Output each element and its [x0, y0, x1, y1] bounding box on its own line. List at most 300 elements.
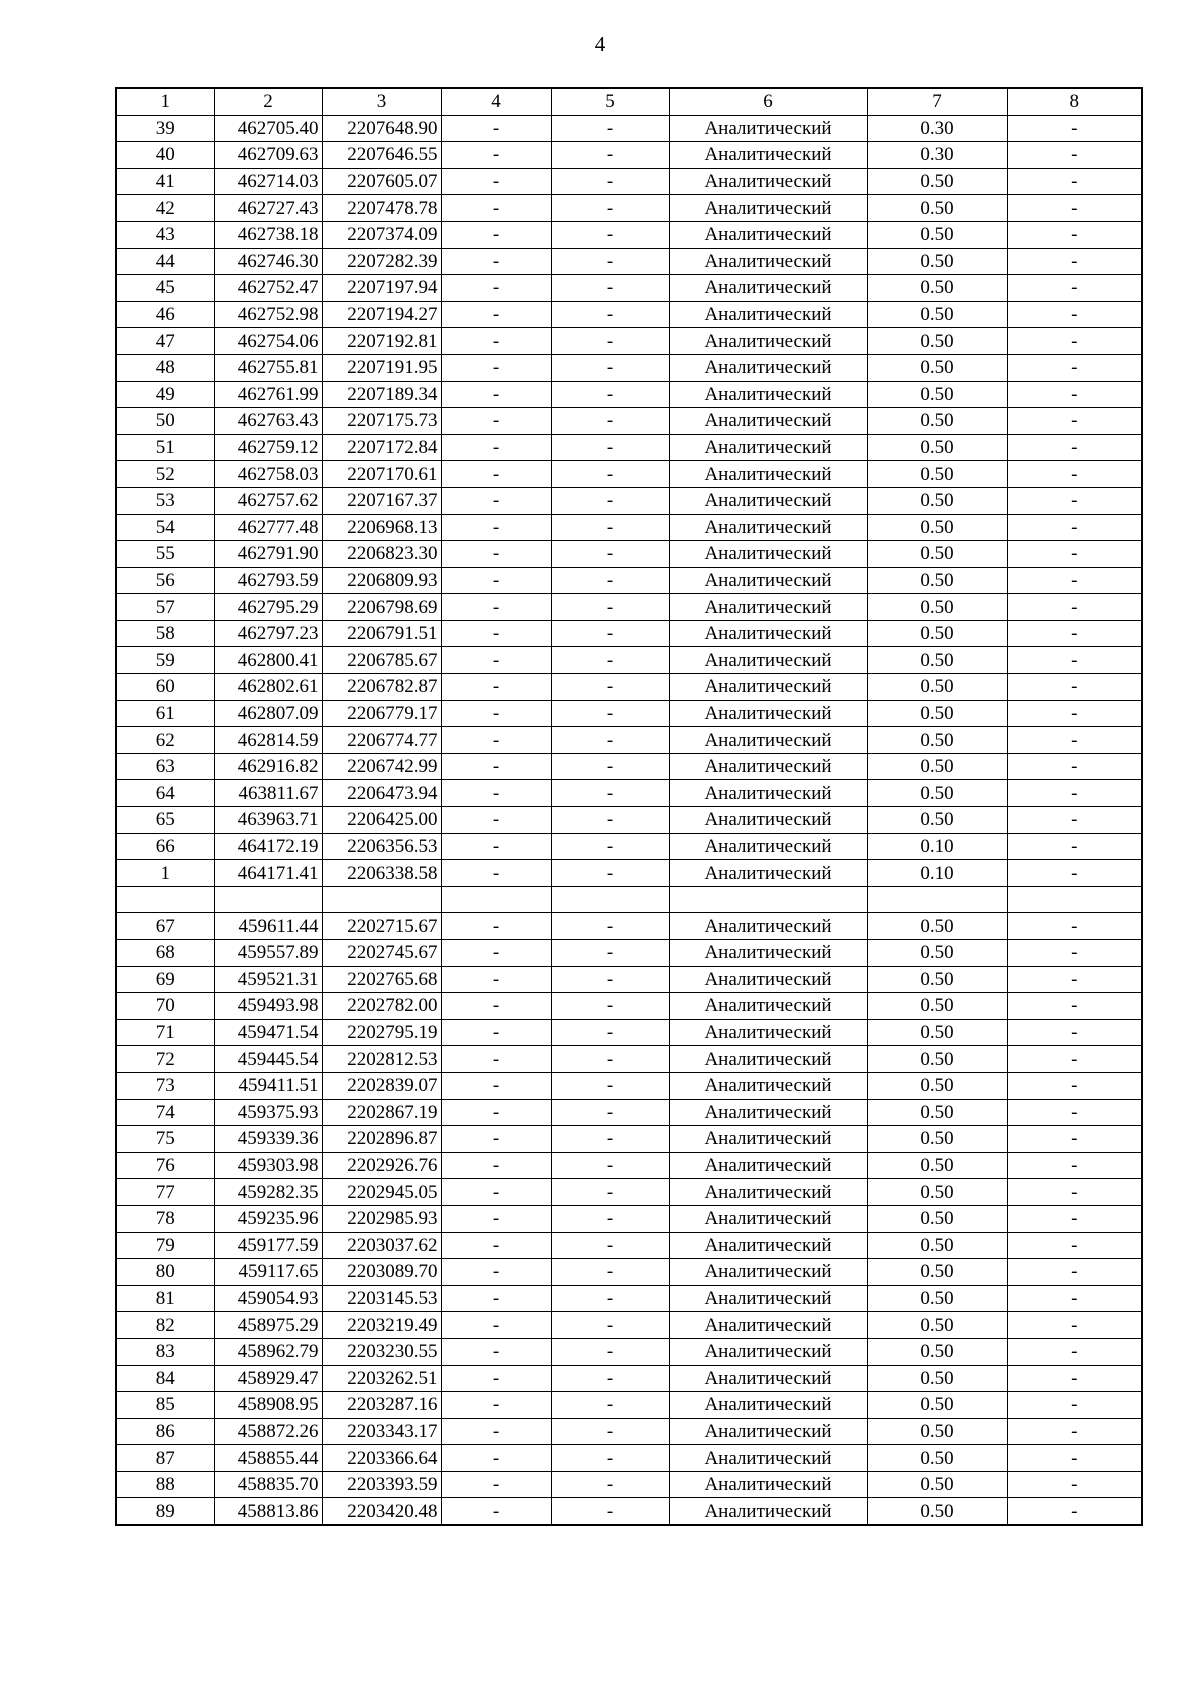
column-header: 6	[669, 88, 867, 115]
table-cell: 2203420.48	[322, 1498, 441, 1525]
table-cell: 0.50	[867, 1179, 1007, 1206]
table-cell: 0.50	[867, 807, 1007, 834]
table-cell: Аналитический	[669, 221, 867, 248]
table-cell: -	[1007, 1285, 1142, 1312]
table-cell: -	[1007, 1099, 1142, 1126]
table-row	[116, 1445, 1142, 1472]
table-cell: -	[1007, 1126, 1142, 1153]
table-cell: -	[551, 434, 669, 461]
table-cell: Аналитический	[669, 1445, 867, 1472]
table-row	[116, 1205, 1142, 1232]
table-cell: 2202715.67	[322, 913, 441, 940]
table-cell: -	[551, 248, 669, 275]
table-cell: 462754.06	[214, 328, 322, 355]
table-row	[116, 727, 1142, 754]
table-cell: Аналитический	[669, 514, 867, 541]
table-cell: 0.50	[867, 434, 1007, 461]
table-cell: -	[1007, 594, 1142, 621]
table-cell: 51	[116, 434, 214, 461]
table-cell: 0.50	[867, 966, 1007, 993]
table-cell: 458813.86	[214, 1498, 322, 1525]
table-cell	[867, 886, 1007, 913]
table-cell: 2202812.53	[322, 1046, 441, 1073]
table-cell: -	[441, 1338, 551, 1365]
table-cell: 459282.35	[214, 1179, 322, 1206]
table-cell: 0.10	[867, 833, 1007, 860]
table-cell: 2203037.62	[322, 1232, 441, 1259]
table-cell: 0.50	[867, 301, 1007, 328]
table-cell: Аналитический	[669, 408, 867, 435]
table-cell: -	[551, 1099, 669, 1126]
table-cell: -	[1007, 807, 1142, 834]
table-cell: -	[441, 354, 551, 381]
table-cell: 0.50	[867, 700, 1007, 727]
table-cell: 84	[116, 1365, 214, 1392]
table-cell: 0.50	[867, 620, 1007, 647]
table-cell: 459521.31	[214, 966, 322, 993]
table-cell	[116, 886, 214, 913]
table-cell: -	[1007, 860, 1142, 887]
table-cell: 54	[116, 514, 214, 541]
table-cell: 0.50	[867, 1392, 1007, 1419]
table-cell: 65	[116, 807, 214, 834]
table-cell: 0.50	[867, 913, 1007, 940]
table-cell	[214, 886, 322, 913]
table-header-row	[116, 88, 1142, 115]
table-cell: -	[551, 514, 669, 541]
table-cell: -	[441, 647, 551, 674]
table-cell: -	[441, 221, 551, 248]
table-cell: Аналитический	[669, 993, 867, 1020]
table-cell: -	[441, 408, 551, 435]
table-cell: Аналитический	[669, 248, 867, 275]
table-cell: -	[441, 780, 551, 807]
table-row	[116, 1019, 1142, 1046]
table-cell: 459117.65	[214, 1259, 322, 1286]
table-cell: -	[551, 1152, 669, 1179]
table-cell: -	[441, 381, 551, 408]
table-cell: -	[441, 1126, 551, 1153]
table-cell: -	[1007, 1072, 1142, 1099]
table-cell: 0.50	[867, 780, 1007, 807]
table-cell: 0.50	[867, 1072, 1007, 1099]
table-cell: -	[1007, 700, 1142, 727]
table-row	[116, 195, 1142, 222]
table-cell: -	[551, 727, 669, 754]
table-cell: -	[1007, 514, 1142, 541]
table-cell: -	[1007, 1498, 1142, 1525]
table-cell: 73	[116, 1072, 214, 1099]
table-row	[116, 1232, 1142, 1259]
table-cell: 2207191.95	[322, 354, 441, 381]
table-cell: -	[551, 381, 669, 408]
table-cell: 70	[116, 993, 214, 1020]
table-cell: 2206785.67	[322, 647, 441, 674]
table-cell: -	[551, 1471, 669, 1498]
table-cell: -	[551, 1418, 669, 1445]
table-cell: 2206473.94	[322, 780, 441, 807]
table-cell: -	[1007, 115, 1142, 142]
table-cell: Аналитический	[669, 807, 867, 834]
table-cell: -	[1007, 1259, 1142, 1286]
table-cell: 62	[116, 727, 214, 754]
table-cell: 2207167.37	[322, 487, 441, 514]
table-cell: 71	[116, 1019, 214, 1046]
table-cell: 2206425.00	[322, 807, 441, 834]
table-cell: -	[441, 1259, 551, 1286]
table-cell: 39	[116, 115, 214, 142]
table-row	[116, 620, 1142, 647]
table-cell: -	[441, 860, 551, 887]
table-cell: 462755.81	[214, 354, 322, 381]
table-cell: 0.50	[867, 940, 1007, 967]
table-cell: Аналитический	[669, 461, 867, 488]
table-cell: -	[1007, 301, 1142, 328]
table-row	[116, 567, 1142, 594]
table-cell: 2207605.07	[322, 168, 441, 195]
table-cell: -	[551, 1365, 669, 1392]
table-row	[116, 434, 1142, 461]
table-cell: 0.50	[867, 674, 1007, 701]
table-cell: -	[551, 1019, 669, 1046]
table-cell: -	[1007, 541, 1142, 568]
table-cell: 2206774.77	[322, 727, 441, 754]
column-header: 8	[1007, 88, 1142, 115]
table-row	[116, 1312, 1142, 1339]
table-cell: 69	[116, 966, 214, 993]
table-cell: 2202926.76	[322, 1152, 441, 1179]
table-row	[116, 275, 1142, 302]
table-cell: 462759.12	[214, 434, 322, 461]
table-cell: 0.50	[867, 168, 1007, 195]
table-cell: 0.50	[867, 1019, 1007, 1046]
table-cell: Аналитический	[669, 1179, 867, 1206]
table-cell: 464171.41	[214, 860, 322, 887]
table-cell: 459493.98	[214, 993, 322, 1020]
table-cell: -	[551, 221, 669, 248]
table-cell: 462738.18	[214, 221, 322, 248]
table-cell: -	[441, 674, 551, 701]
table-cell: 458929.47	[214, 1365, 322, 1392]
table-row	[116, 168, 1142, 195]
table-cell: Аналитический	[669, 1099, 867, 1126]
table-cell: 462714.03	[214, 168, 322, 195]
column-header: 1	[116, 88, 214, 115]
table-cell: 0.50	[867, 1152, 1007, 1179]
table-cell: 0.50	[867, 487, 1007, 514]
table-cell: 463811.67	[214, 780, 322, 807]
table-cell: -	[1007, 1365, 1142, 1392]
table-cell: -	[1007, 1019, 1142, 1046]
table-row	[116, 408, 1142, 435]
table-cell: 2207282.39	[322, 248, 441, 275]
table-cell: Аналитический	[669, 727, 867, 754]
table-cell: -	[441, 940, 551, 967]
table-cell: -	[551, 461, 669, 488]
table-cell: 2207646.55	[322, 142, 441, 169]
table-cell: 2202867.19	[322, 1099, 441, 1126]
table-cell: 43	[116, 221, 214, 248]
table-row	[116, 966, 1142, 993]
table-cell: Аналитический	[669, 1072, 867, 1099]
table-row	[116, 860, 1142, 887]
table-cell: -	[441, 1072, 551, 1099]
table-cell: 459611.44	[214, 913, 322, 940]
table-cell: -	[1007, 434, 1142, 461]
table-cell: -	[441, 833, 551, 860]
table-cell: -	[1007, 753, 1142, 780]
table-cell: 458975.29	[214, 1312, 322, 1339]
table-cell: -	[551, 1285, 669, 1312]
table-cell: -	[551, 408, 669, 435]
table-cell: 462705.40	[214, 115, 322, 142]
table-cell: 49	[116, 381, 214, 408]
table-cell: 2206968.13	[322, 514, 441, 541]
table-cell: Аналитический	[669, 940, 867, 967]
table-cell: 2207197.94	[322, 275, 441, 302]
table-cell: 72	[116, 1046, 214, 1073]
table-cell: Аналитический	[669, 195, 867, 222]
table-cell: -	[551, 354, 669, 381]
table-cell: Аналитический	[669, 647, 867, 674]
table-cell: Аналитический	[669, 1498, 867, 1525]
table-row	[116, 913, 1142, 940]
table-cell: Аналитический	[669, 780, 867, 807]
table-cell: -	[441, 1205, 551, 1232]
table-cell: 68	[116, 940, 214, 967]
table-cell: 2203366.64	[322, 1445, 441, 1472]
table-cell: -	[441, 1312, 551, 1339]
table-cell: -	[551, 301, 669, 328]
table-cell: -	[441, 807, 551, 834]
coordinates-table	[115, 87, 1143, 1526]
table-cell: 0.50	[867, 753, 1007, 780]
table-cell: -	[551, 620, 669, 647]
table-cell: 2206782.87	[322, 674, 441, 701]
table-cell: Аналитический	[669, 1338, 867, 1365]
table-cell: Аналитический	[669, 833, 867, 860]
table-cell: Аналитический	[669, 1046, 867, 1073]
table-cell: 0.50	[867, 1205, 1007, 1232]
table-cell: 459411.51	[214, 1072, 322, 1099]
table-cell: -	[441, 727, 551, 754]
table-cell: -	[551, 674, 669, 701]
table-cell: Аналитический	[669, 115, 867, 142]
table-cell: -	[441, 620, 551, 647]
table-cell: 2202945.05	[322, 1179, 441, 1206]
table-cell: -	[441, 567, 551, 594]
table-cell: 462709.63	[214, 142, 322, 169]
table-cell: -	[441, 461, 551, 488]
table-cell: Аналитический	[669, 674, 867, 701]
table-cell: 462761.99	[214, 381, 322, 408]
table-cell: 0.50	[867, 328, 1007, 355]
table-cell: Аналитический	[669, 1019, 867, 1046]
table-cell: 459339.36	[214, 1126, 322, 1153]
table-cell: -	[1007, 567, 1142, 594]
table-cell: 459303.98	[214, 1152, 322, 1179]
table-cell: -	[1007, 674, 1142, 701]
table-cell: 2203343.17	[322, 1418, 441, 1445]
table-cell: -	[1007, 275, 1142, 302]
table-cell: 0.50	[867, 541, 1007, 568]
table-cell	[322, 886, 441, 913]
table-cell: 48	[116, 354, 214, 381]
table-cell: Аналитический	[669, 168, 867, 195]
table-row	[116, 700, 1142, 727]
table-cell: -	[1007, 1232, 1142, 1259]
table-cell: -	[441, 700, 551, 727]
table-cell: 2206742.99	[322, 753, 441, 780]
table-cell: 0.50	[867, 1445, 1007, 1472]
table-cell: 0.50	[867, 1498, 1007, 1525]
table-cell: 464172.19	[214, 833, 322, 860]
table-row	[116, 381, 1142, 408]
table-cell: Аналитический	[669, 913, 867, 940]
table-cell: 88	[116, 1471, 214, 1498]
table-cell: 463963.71	[214, 807, 322, 834]
table-cell: -	[551, 1392, 669, 1419]
table-row	[116, 541, 1142, 568]
table-cell: 458872.26	[214, 1418, 322, 1445]
table-cell: -	[1007, 1471, 1142, 1498]
table-cell: Аналитический	[669, 541, 867, 568]
table-row	[116, 1285, 1142, 1312]
table-row	[116, 1179, 1142, 1206]
table-cell: -	[551, 1072, 669, 1099]
table-cell: 459471.54	[214, 1019, 322, 1046]
table-row	[116, 1072, 1142, 1099]
table-cell: -	[551, 1338, 669, 1365]
table-cell: Аналитический	[669, 1152, 867, 1179]
table-cell: -	[1007, 354, 1142, 381]
table-cell: 83	[116, 1338, 214, 1365]
table-cell: 86	[116, 1418, 214, 1445]
table-cell: -	[1007, 1046, 1142, 1073]
table-cell: -	[441, 514, 551, 541]
table-cell: -	[1007, 1418, 1142, 1445]
table-cell: -	[441, 301, 551, 328]
table-cell: -	[551, 195, 669, 222]
table-cell: 78	[116, 1205, 214, 1232]
table-cell: 2203287.16	[322, 1392, 441, 1419]
table-cell: -	[441, 1392, 551, 1419]
table-cell: -	[441, 168, 551, 195]
table-cell: -	[551, 487, 669, 514]
table-cell: Аналитический	[669, 966, 867, 993]
page-number: 4	[594, 32, 606, 56]
table-row	[116, 1338, 1142, 1365]
table-cell: Аналитический	[669, 860, 867, 887]
table-cell: 50	[116, 408, 214, 435]
table-cell: 0.50	[867, 275, 1007, 302]
table-cell: 2207170.61	[322, 461, 441, 488]
table-cell: -	[551, 1445, 669, 1472]
table-cell: 0.50	[867, 461, 1007, 488]
table-cell: Аналитический	[669, 1365, 867, 1392]
table-cell: -	[1007, 727, 1142, 754]
table-cell: 459177.59	[214, 1232, 322, 1259]
table-cell: 0.50	[867, 993, 1007, 1020]
table-cell: -	[441, 115, 551, 142]
table-row	[116, 993, 1142, 1020]
table-row	[116, 780, 1142, 807]
table-cell: 0.50	[867, 594, 1007, 621]
table-cell: 458908.95	[214, 1392, 322, 1419]
table-cell: 462793.59	[214, 567, 322, 594]
table-cell: Аналитический	[669, 487, 867, 514]
table-body	[116, 88, 1142, 1525]
table-cell: -	[441, 275, 551, 302]
table-cell: -	[1007, 993, 1142, 1020]
table-cell: 55	[116, 541, 214, 568]
table-cell: -	[441, 195, 551, 222]
table-cell: Аналитический	[669, 1471, 867, 1498]
table-cell: 459375.93	[214, 1099, 322, 1126]
table-cell: 67	[116, 913, 214, 940]
table-cell: -	[551, 1259, 669, 1286]
table-cell: -	[441, 1046, 551, 1073]
table-row	[116, 940, 1142, 967]
table-cell: 462757.62	[214, 487, 322, 514]
table-cell: -	[1007, 248, 1142, 275]
table-cell: 459054.93	[214, 1285, 322, 1312]
table-cell: 2207374.09	[322, 221, 441, 248]
table-cell: -	[551, 168, 669, 195]
table-cell: 2202839.07	[322, 1072, 441, 1099]
table-cell: Аналитический	[669, 1392, 867, 1419]
table-cell: 0.50	[867, 1232, 1007, 1259]
table-cell: -	[441, 248, 551, 275]
table-cell: -	[441, 487, 551, 514]
table-row	[116, 886, 1142, 913]
table-cell: Аналитический	[669, 620, 867, 647]
table-cell: 462752.47	[214, 275, 322, 302]
table-row	[116, 833, 1142, 860]
table-cell: -	[551, 913, 669, 940]
table-cell: 462802.61	[214, 674, 322, 701]
table-cell: -	[1007, 1312, 1142, 1339]
table-cell: -	[551, 966, 669, 993]
table-row	[116, 461, 1142, 488]
table-cell: 2206791.51	[322, 620, 441, 647]
table-cell: 2206809.93	[322, 567, 441, 594]
table-cell: 45	[116, 275, 214, 302]
table-cell: 459235.96	[214, 1205, 322, 1232]
table-cell: Аналитический	[669, 1232, 867, 1259]
table-cell: -	[1007, 833, 1142, 860]
table-cell: 0.50	[867, 195, 1007, 222]
table-cell: 59	[116, 647, 214, 674]
table-cell: 462777.48	[214, 514, 322, 541]
table-cell: 2203262.51	[322, 1365, 441, 1392]
table-cell: -	[551, 567, 669, 594]
table-cell: 77	[116, 1179, 214, 1206]
table-cell: -	[551, 594, 669, 621]
table-cell: 1	[116, 860, 214, 887]
table-cell: 0.30	[867, 115, 1007, 142]
table-cell: 76	[116, 1152, 214, 1179]
table-cell: Аналитический	[669, 1126, 867, 1153]
table-cell: 2207478.78	[322, 195, 441, 222]
table-cell: Аналитический	[669, 700, 867, 727]
table-row	[116, 647, 1142, 674]
column-header: 3	[322, 88, 441, 115]
table-cell: 2202795.19	[322, 1019, 441, 1046]
table-cell: 0.50	[867, 354, 1007, 381]
table-cell: -	[551, 700, 669, 727]
table-cell: Аналитический	[669, 1205, 867, 1232]
